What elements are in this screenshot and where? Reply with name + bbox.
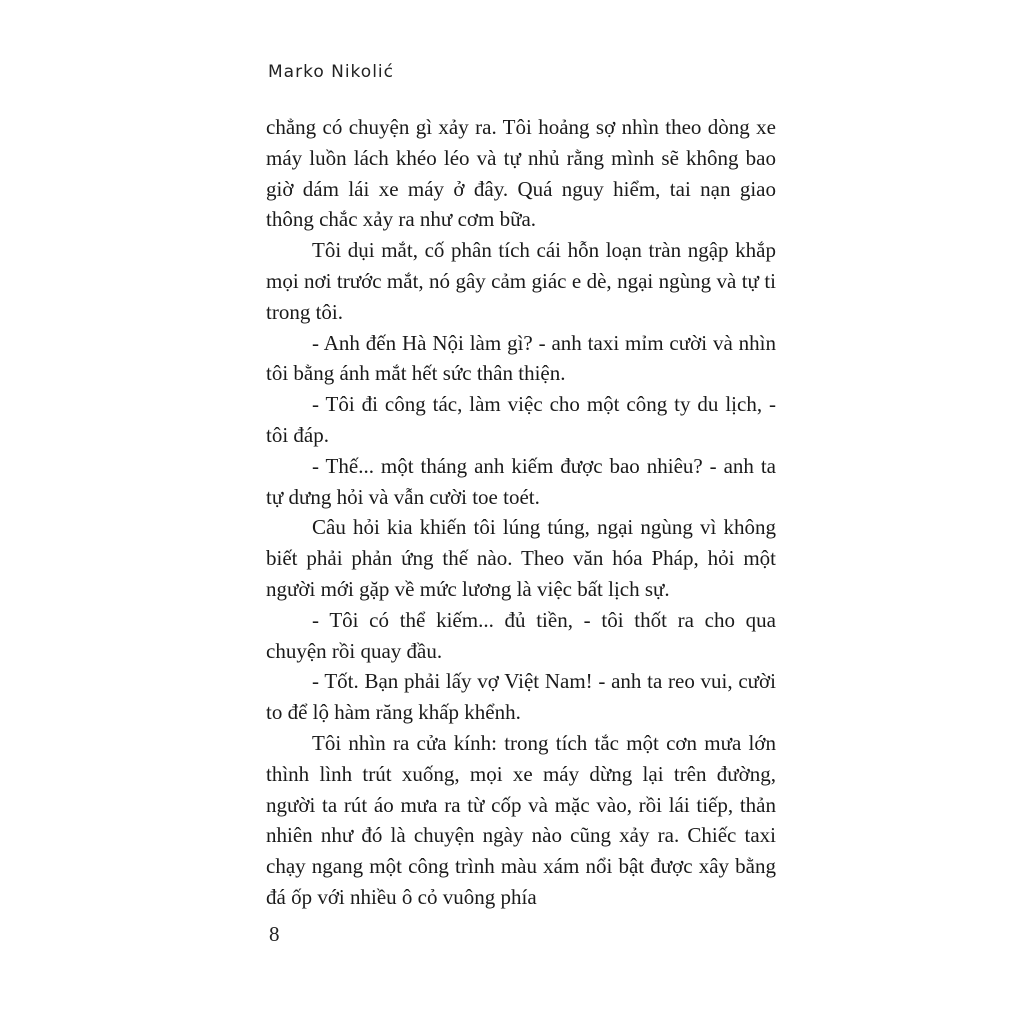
paragraph-9: Tôi nhìn ra cửa kính: trong tích tắc một cơn mưa lớn thình lình trút xuống, mọi xe máy dừng lại trên đường, người ta rút áo mưa ra từ cốp và mặc vào, rồi lái tiếp, thản nhiên như đó là chuyện ngày nào cũng xảy ra. Chiếc taxi chạy ngang một công trình màu xám nổi bật được xây bằng đá ốp với nhiều ô cỏ vuông phía bbox=[266, 730, 776, 909]
body-text bbox=[266, 112, 776, 913]
paragraph-8: - Tốt. Bạn phải lấy vợ Việt Nam! - anh ta reo vui, cười to để lộ hàm răng khấp khểnh. bbox=[266, 669, 776, 725]
paragraph-7: - Tôi có thể kiếm... đủ tiền, - tôi thốt ra cho qua chuyện rồi quay đầu. bbox=[266, 607, 776, 663]
paragraph-2: Tôi dụi mắt, cố phân tích cái hỗn loạn tràn ngập khắp mọi nơi trước mắt, nó gây cảm giác e dè, ngại ngùng và tự ti trong tôi. bbox=[266, 238, 776, 324]
running-header-author: Marko Nikolić bbox=[268, 62, 394, 82]
paragraph-1: chẳng có chuyện gì xảy ra. Tôi hoảng sợ nhìn theo dòng xe máy luồn lách khéo léo và tự nhủ rằng mình sẽ không bao giờ dám lái xe máy ở đây. Quá nguy hiểm, tai nạn giao thông chắc xảy ra như cơm bữa. bbox=[266, 115, 776, 232]
paragraph-6: Câu hỏi kia khiến tôi lúng túng, ngại ngùng vì không biết phải phản ứng thế nào. Theo văn hóa Pháp, hỏi một người mới gặp về mức lương là việc bất lịch sự. bbox=[266, 515, 776, 601]
paragraph-5: - Thế... một tháng anh kiếm được bao nhiêu? - anh ta tự dưng hỏi và vẫn cười toe toét. bbox=[266, 453, 776, 509]
paragraph-3: - Anh đến Hà Nội làm gì? - anh taxi mỉm cười và nhìn tôi bằng ánh mắt hết sức thân thiện. bbox=[266, 330, 776, 386]
paragraph-4: - Tôi đi công tác, làm việc cho một công ty du lịch, - tôi đáp. bbox=[266, 392, 776, 447]
page-number: 8 bbox=[269, 922, 280, 946]
